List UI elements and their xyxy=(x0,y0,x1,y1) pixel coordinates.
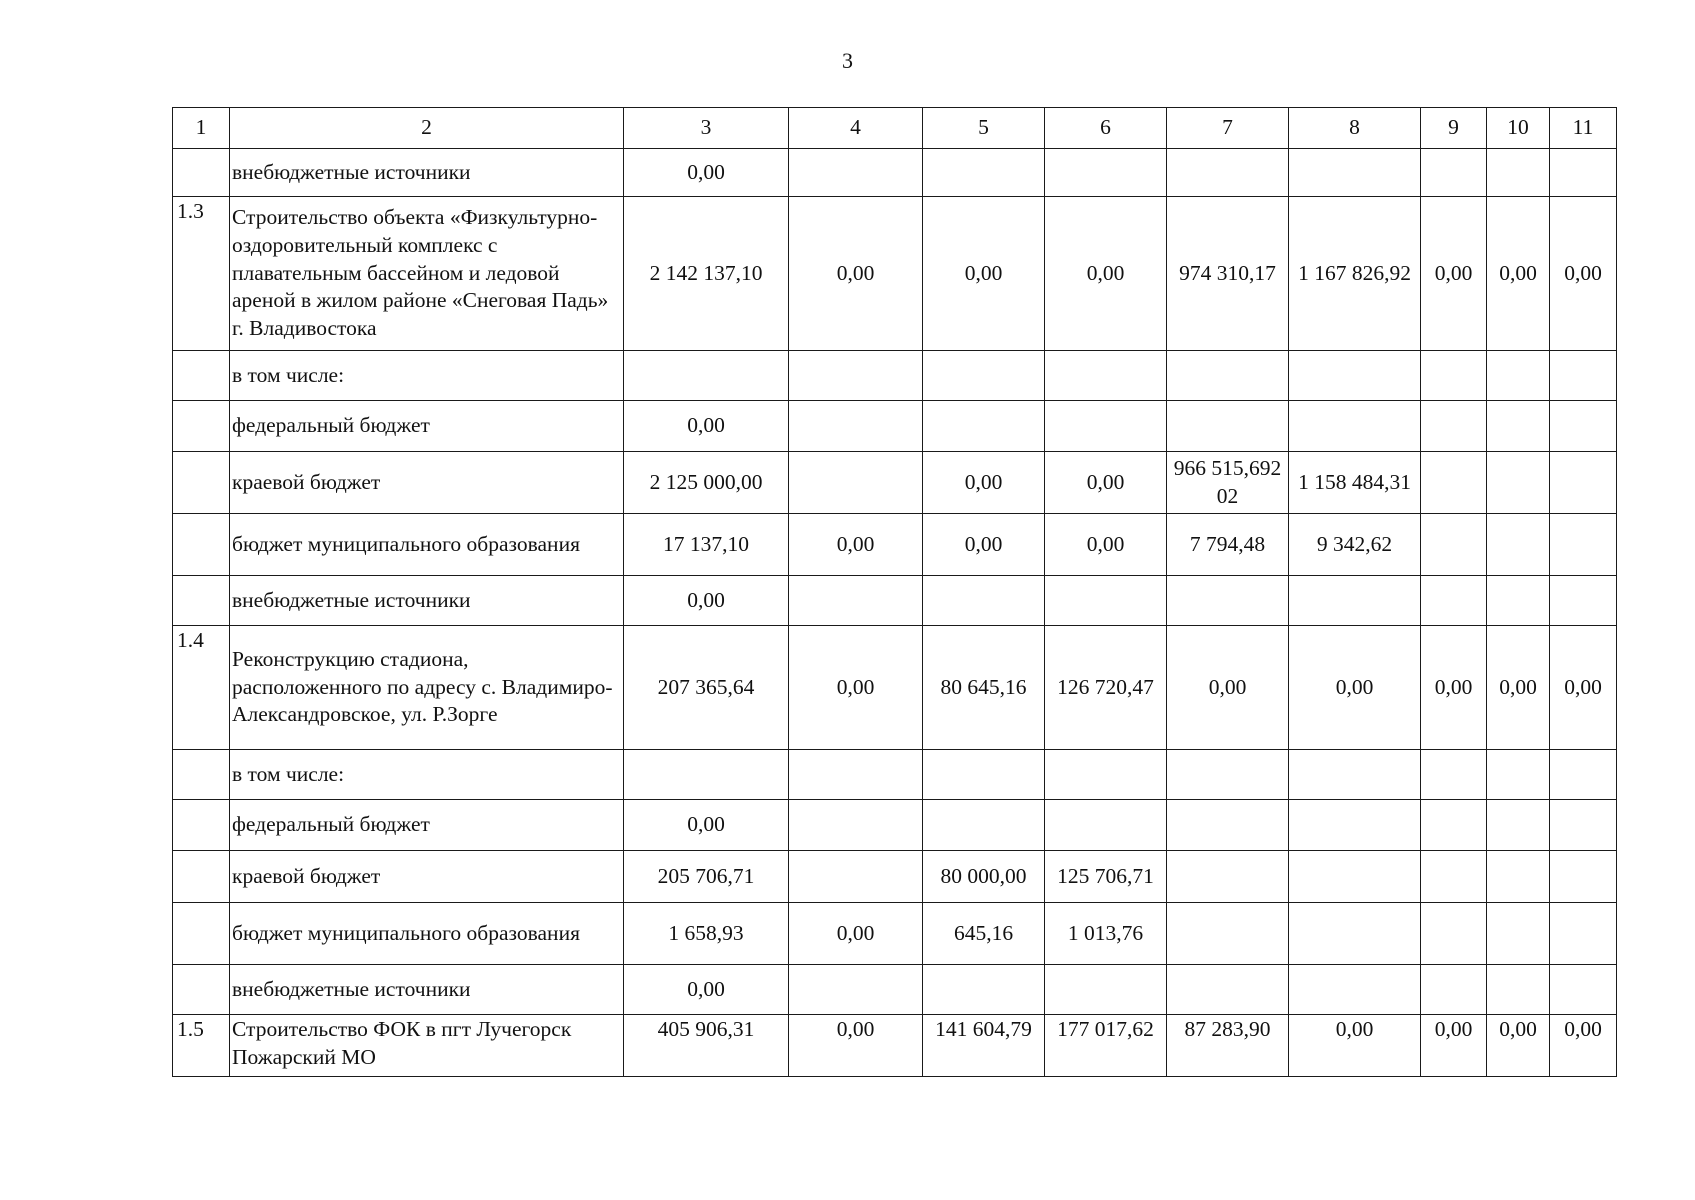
financing-table xyxy=(172,107,1617,1077)
value-cell-col-4 xyxy=(789,401,923,452)
value-cell-col-4 xyxy=(789,800,923,851)
value-cell-col-8 xyxy=(1289,750,1421,800)
row-number xyxy=(173,401,230,452)
value-cell-col-10 xyxy=(1487,576,1550,626)
value-cell-col-8 xyxy=(1289,351,1421,401)
row-label: федеральный бюджет xyxy=(230,401,624,452)
value-cell-col-4: 0,00 xyxy=(789,197,923,351)
value-cell-col-7 xyxy=(1167,965,1289,1015)
row-number xyxy=(173,351,230,401)
value-cell-col-4: 0,00 xyxy=(789,1015,923,1077)
value-cell-col-10 xyxy=(1487,851,1550,903)
row-label: Строительство объекта «Физкультурно-оздоровительный комплекс с плавательным бассейном и ледовой ареной в жилом районе «Снеговая Падь» г. Владивостока xyxy=(230,197,624,351)
row-number xyxy=(173,903,230,965)
row-number xyxy=(173,452,230,514)
row-label: внебюджетные источники xyxy=(230,965,624,1015)
value-cell-col-7 xyxy=(1167,401,1289,452)
value-cell-col-5: 0,00 xyxy=(923,452,1045,514)
value-cell-col-6: 0,00 xyxy=(1045,452,1167,514)
value-cell-col-4 xyxy=(789,149,923,197)
header-cell-6: 6 xyxy=(1045,108,1167,149)
row-number xyxy=(173,750,230,800)
header-cell-7: 7 xyxy=(1167,108,1289,149)
page-number: 3 xyxy=(842,48,853,73)
value-cell-col-7: 87 283,90 xyxy=(1167,1015,1289,1077)
value-cell-col-7: 966 515,69202 xyxy=(1167,452,1289,514)
value-cell-col-5 xyxy=(923,576,1045,626)
value-cell-col-9 xyxy=(1421,149,1487,197)
table-row xyxy=(173,149,1617,197)
table-row xyxy=(173,452,1617,514)
value-cell-col-3: 0,00 xyxy=(624,401,789,452)
value-cell-col-6: 126 720,47 xyxy=(1045,626,1167,750)
value-cell-col-6 xyxy=(1045,965,1167,1015)
table-row-item xyxy=(173,626,1617,750)
value-cell-col-7 xyxy=(1167,750,1289,800)
row-number: 1.4 xyxy=(173,626,230,750)
row-number xyxy=(173,800,230,851)
row-label: в том числе: xyxy=(230,351,624,401)
value-cell-col-4 xyxy=(789,851,923,903)
value-cell-col-5 xyxy=(923,965,1045,1015)
value-cell-col-5 xyxy=(923,750,1045,800)
value-cell-col-10 xyxy=(1487,149,1550,197)
value-cell-col-6: 0,00 xyxy=(1045,514,1167,576)
value-cell-col-9 xyxy=(1421,800,1487,851)
row-label: федеральный бюджет xyxy=(230,800,624,851)
value-cell-col-9 xyxy=(1421,401,1487,452)
value-cell-col-5: 141 604,79 xyxy=(923,1015,1045,1077)
value-cell-col-10 xyxy=(1487,800,1550,851)
value-cell-col-10 xyxy=(1487,351,1550,401)
value-cell-col-3: 2 125 000,00 xyxy=(624,452,789,514)
value-cell-col-9 xyxy=(1421,965,1487,1015)
value-cell-col-7 xyxy=(1167,851,1289,903)
table-row xyxy=(173,750,1617,800)
value-cell-col-3: 0,00 xyxy=(624,965,789,1015)
value-cell-col-9 xyxy=(1421,576,1487,626)
value-cell-col-9 xyxy=(1421,851,1487,903)
value-cell-col-3 xyxy=(624,351,789,401)
value-cell-col-4 xyxy=(789,452,923,514)
value-cell-col-4 xyxy=(789,750,923,800)
value-cell-col-7: 7 794,48 xyxy=(1167,514,1289,576)
value-cell-col-11 xyxy=(1550,965,1617,1015)
row-label: краевой бюджет xyxy=(230,452,624,514)
table-row xyxy=(173,903,1617,965)
value-cell-col-9 xyxy=(1421,514,1487,576)
value-cell-col-11 xyxy=(1550,514,1617,576)
value-cell-col-6: 177 017,62 xyxy=(1045,1015,1167,1077)
value-cell-col-10: 0,00 xyxy=(1487,1015,1550,1077)
value-cell-col-8: 0,00 xyxy=(1289,626,1421,750)
value-cell-col-11 xyxy=(1550,903,1617,965)
table-row xyxy=(173,514,1617,576)
table-row xyxy=(173,965,1617,1015)
row-label: Строительство ФОК в пгт Лучегорск Пожарский МО xyxy=(230,1015,624,1077)
table-row xyxy=(173,800,1617,851)
row-label: в том числе: xyxy=(230,750,624,800)
value-cell-col-11 xyxy=(1550,851,1617,903)
value-cell-col-3: 405 906,31 xyxy=(624,1015,789,1077)
value-cell-col-11: 0,00 xyxy=(1550,197,1617,351)
value-cell-col-9 xyxy=(1421,351,1487,401)
value-cell-col-8: 0,00 xyxy=(1289,1015,1421,1077)
value-cell-col-11 xyxy=(1550,800,1617,851)
row-number xyxy=(173,851,230,903)
header-cell-9: 9 xyxy=(1421,108,1487,149)
value-cell-col-3: 0,00 xyxy=(624,576,789,626)
value-cell-col-3: 207 365,64 xyxy=(624,626,789,750)
value-cell-col-10 xyxy=(1487,965,1550,1015)
value-cell-col-8 xyxy=(1289,149,1421,197)
value-cell-col-8 xyxy=(1289,401,1421,452)
value-cell-col-8 xyxy=(1289,800,1421,851)
value-cell-col-11 xyxy=(1550,149,1617,197)
table-row xyxy=(173,401,1617,452)
value-cell-col-3: 1 658,93 xyxy=(624,903,789,965)
row-label: краевой бюджет xyxy=(230,851,624,903)
value-cell-col-11: 0,00 xyxy=(1550,1015,1617,1077)
row-label: бюджет муниципального образования xyxy=(230,903,624,965)
value-cell-col-4 xyxy=(789,351,923,401)
value-cell-col-7 xyxy=(1167,903,1289,965)
value-cell-col-10: 0,00 xyxy=(1487,626,1550,750)
value-cell-col-7 xyxy=(1167,351,1289,401)
value-cell-col-8 xyxy=(1289,576,1421,626)
value-cell-col-10 xyxy=(1487,514,1550,576)
value-cell-col-7: 974 310,17 xyxy=(1167,197,1289,351)
value-cell-col-6: 1 013,76 xyxy=(1045,903,1167,965)
value-cell-col-7 xyxy=(1167,576,1289,626)
value-cell-col-7 xyxy=(1167,800,1289,851)
value-cell-col-8 xyxy=(1289,965,1421,1015)
value-cell-col-10 xyxy=(1487,452,1550,514)
value-cell-col-6 xyxy=(1045,149,1167,197)
row-label: бюджет муниципального образования xyxy=(230,514,624,576)
value-cell-col-8 xyxy=(1289,851,1421,903)
value-cell-col-3: 0,00 xyxy=(624,800,789,851)
value-cell-col-5: 80 645,16 xyxy=(923,626,1045,750)
row-number xyxy=(173,514,230,576)
row-number: 1.3 xyxy=(173,197,230,351)
value-cell-col-7 xyxy=(1167,149,1289,197)
value-cell-col-10 xyxy=(1487,903,1550,965)
value-cell-col-6: 125 706,71 xyxy=(1045,851,1167,903)
value-cell-col-5: 0,00 xyxy=(923,197,1045,351)
value-cell-col-11 xyxy=(1550,452,1617,514)
value-cell-col-6 xyxy=(1045,351,1167,401)
value-cell-col-4: 0,00 xyxy=(789,903,923,965)
value-cell-col-10: 0,00 xyxy=(1487,197,1550,351)
value-cell-col-3: 17 137,10 xyxy=(624,514,789,576)
value-cell-col-6 xyxy=(1045,576,1167,626)
value-cell-col-11 xyxy=(1550,576,1617,626)
value-cell-col-11 xyxy=(1550,351,1617,401)
value-cell-col-7: 0,00 xyxy=(1167,626,1289,750)
value-cell-col-11: 0,00 xyxy=(1550,626,1617,750)
value-cell-col-10 xyxy=(1487,401,1550,452)
table-row xyxy=(173,576,1617,626)
value-cell-col-9 xyxy=(1421,750,1487,800)
header-cell-4: 4 xyxy=(789,108,923,149)
value-cell-col-11 xyxy=(1550,401,1617,452)
value-cell-col-4: 0,00 xyxy=(789,626,923,750)
value-cell-col-4 xyxy=(789,965,923,1015)
header-cell-2: 2 xyxy=(230,108,624,149)
value-cell-col-9 xyxy=(1421,903,1487,965)
value-cell-col-6 xyxy=(1045,750,1167,800)
row-label: внебюджетные источники xyxy=(230,149,624,197)
value-cell-col-11 xyxy=(1550,750,1617,800)
value-cell-col-5: 645,16 xyxy=(923,903,1045,965)
value-cell-col-9 xyxy=(1421,452,1487,514)
value-cell-col-9: 0,00 xyxy=(1421,197,1487,351)
table-row xyxy=(173,851,1617,903)
value-cell-col-6 xyxy=(1045,401,1167,452)
value-cell-col-8: 1 167 826,92 xyxy=(1289,197,1421,351)
header-row xyxy=(173,108,1617,149)
value-cell-col-6: 0,00 xyxy=(1045,197,1167,351)
row-number xyxy=(173,965,230,1015)
row-number xyxy=(173,149,230,197)
value-cell-col-4: 0,00 xyxy=(789,514,923,576)
value-cell-col-3: 2 142 137,10 xyxy=(624,197,789,351)
table-row-item xyxy=(173,1015,1617,1077)
row-number: 1.5 xyxy=(173,1015,230,1077)
row-label: Реконструкцию стадиона, расположенного по адресу с. Владимиро-Александровское, ул. Р.Зорге xyxy=(230,626,624,750)
row-label: внебюджетные источники xyxy=(230,576,624,626)
header-cell-8: 8 xyxy=(1289,108,1421,149)
value-cell-col-3: 0,00 xyxy=(624,149,789,197)
value-cell-col-6 xyxy=(1045,800,1167,851)
value-cell-col-5 xyxy=(923,351,1045,401)
value-cell-col-3 xyxy=(624,750,789,800)
value-cell-col-5 xyxy=(923,800,1045,851)
value-cell-col-5 xyxy=(923,149,1045,197)
header-cell-10: 10 xyxy=(1487,108,1550,149)
value-cell-col-5: 80 000,00 xyxy=(923,851,1045,903)
header-cell-5: 5 xyxy=(923,108,1045,149)
value-cell-col-5: 0,00 xyxy=(923,514,1045,576)
row-number xyxy=(173,576,230,626)
value-cell-col-4 xyxy=(789,576,923,626)
header-cell-11: 11 xyxy=(1550,108,1617,149)
value-cell-col-9: 0,00 xyxy=(1421,626,1487,750)
table-row-item xyxy=(173,197,1617,351)
value-cell-col-9: 0,00 xyxy=(1421,1015,1487,1077)
header-cell-1: 1 xyxy=(173,108,230,149)
header-cell-3: 3 xyxy=(624,108,789,149)
value-cell-col-8 xyxy=(1289,903,1421,965)
value-cell-col-8: 1 158 484,31 xyxy=(1289,452,1421,514)
value-cell-col-10 xyxy=(1487,750,1550,800)
table-row xyxy=(173,351,1617,401)
value-cell-col-8: 9 342,62 xyxy=(1289,514,1421,576)
value-cell-col-3: 205 706,71 xyxy=(624,851,789,903)
value-cell-col-5 xyxy=(923,401,1045,452)
